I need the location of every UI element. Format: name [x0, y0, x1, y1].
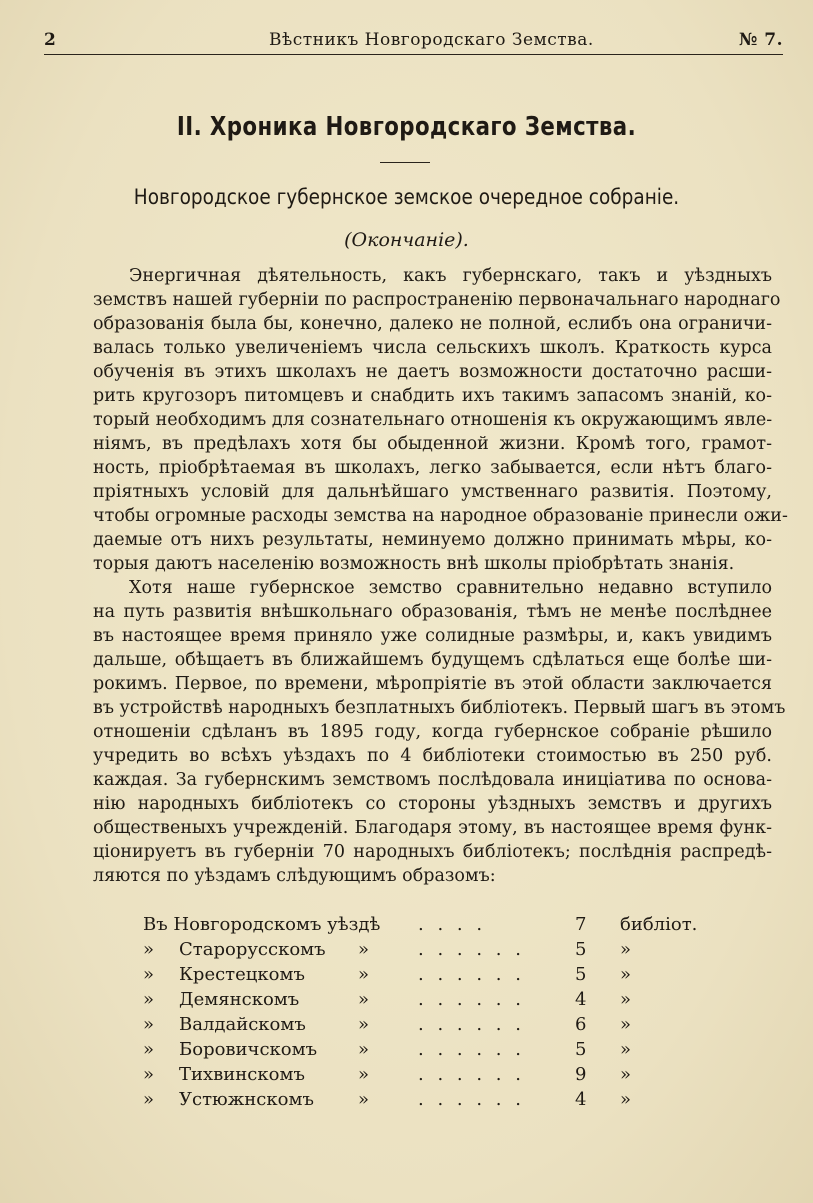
leader-dots: . . . . . . [418, 1039, 525, 1060]
text-line: въ устройствѣ народныхъ безплатныхъ библіотекъ. Первый шагъ въ этомъ [93, 698, 786, 718]
unit-label: » [620, 1039, 632, 1060]
text-line: отношеніи сдѣланъ въ 1895 году, когда губернское собраніе рѣшило [93, 722, 772, 742]
text-line: ляются по уѣздамъ слѣдующимъ образомъ: [93, 866, 496, 886]
leader-dots: . . . . . . [418, 1089, 525, 1110]
library-count: 4 [575, 1089, 587, 1110]
text-line: учредить во всѣхъ уѣздахъ по 4 библіотеки стоимостью въ 250 руб. [93, 746, 772, 766]
library-count: 5 [575, 1039, 587, 1060]
leader-dots: . . . . . . [418, 989, 525, 1010]
continuation-note: (Окончаніе). [344, 229, 469, 251]
district-name: Демянскомъ [179, 989, 300, 1010]
library-count: 6 [575, 1014, 587, 1035]
text-line: каждая. За губернскимъ земствомъ послѣдовала иниціатива по основа- [93, 770, 772, 790]
text-line: ность, пріобрѣтаемая въ школахъ, легко забывается, если нѣтъ благо- [93, 458, 772, 478]
leader-dots: . . . . . . [418, 964, 525, 985]
text-line: ніямъ, въ предѣлахъ хотя бы обыденной жизни. Кромѣ того, грамот- [93, 434, 772, 454]
library-count: 7 [575, 914, 587, 935]
text-line: чтобы огромные расходы земства на народное образованіе принесли ожи- [93, 506, 788, 526]
unit-label: библіот. [620, 914, 698, 935]
text-line: ціонируетъ въ губерніи 70 народныхъ библіотекъ; послѣднія распредѣ- [93, 842, 772, 862]
ditto-mark: » [358, 1064, 370, 1085]
text-line: валась только увеличеніемъ числа сельскихъ школъ. Краткость курса [93, 338, 772, 358]
text-line: рокимъ. Первое, по времени, мѣропріятіе въ этой области заключается [93, 674, 772, 694]
library-count: 5 [575, 964, 587, 985]
text-line: общественыхъ учрежденій. Благодаря этому, въ настоящее время функ- [93, 818, 772, 838]
table-row [143, 1064, 703, 1089]
district-name: Валдайскомъ [179, 1014, 306, 1035]
article-subtitle: Новгородское губернское земское очередное собраніе. [133, 185, 680, 209]
district-name: Боровичскомъ [179, 1039, 318, 1060]
leader-dots: . . . . . . [418, 1014, 525, 1035]
table-row [143, 1039, 703, 1064]
running-header [44, 28, 783, 56]
unit-label: » [620, 1089, 632, 1110]
issue-number: № 7. [738, 30, 783, 50]
ditto-mark: » [143, 989, 155, 1010]
unit-label: » [620, 964, 632, 985]
district-name: Крестецкомъ [179, 964, 305, 985]
ditto-mark: » [358, 989, 370, 1010]
title-divider [380, 162, 430, 163]
section-title: II. Хроника Новгородскаго Земства. [176, 112, 637, 142]
table-row [143, 939, 703, 964]
page-number: 2 [44, 30, 57, 50]
ditto-mark: » [143, 939, 155, 960]
text-line: Хотя наше губернское земство сравнительно недавно вступило [129, 578, 772, 598]
text-line: даемые отъ нихъ результаты, неминуемо должно принимать мѣры, ко- [93, 530, 772, 550]
table-row [143, 914, 703, 939]
ditto-mark: » [358, 1039, 370, 1060]
paragraph [57, 576, 786, 888]
text-line: обученія въ этихъ школахъ не даетъ возможности достаточно расши- [93, 362, 772, 382]
ditto-mark: » [358, 1014, 370, 1035]
text-line: торый необходимъ для сознательнаго отношенія къ окружающимъ явле- [93, 410, 773, 430]
unit-label: » [620, 989, 632, 1010]
ditto-mark: » [358, 964, 370, 985]
unit-label: » [620, 939, 632, 960]
ditto-mark: » [143, 1039, 155, 1060]
unit-label: » [620, 1014, 632, 1035]
text-line: нію народныхъ библіотекъ со стороны уѣздныхъ земствъ и другихъ [93, 794, 772, 814]
district-name: Тихвинскомъ [179, 1064, 305, 1085]
table-row [143, 989, 703, 1014]
table-row [143, 1089, 703, 1114]
unit-label: » [620, 1064, 632, 1085]
leader-dots: . . . . [418, 914, 487, 935]
district-name: Въ Новгородскомъ уѣздѣ [143, 914, 381, 935]
district-name: Устюжнскомъ [179, 1089, 314, 1110]
ditto-mark: » [143, 1089, 155, 1110]
text-line: образованія была бы, конечно, далеко не полной, еслибъ она ограничи- [93, 314, 772, 334]
text-line: торыя даютъ населенію возможность внѣ школы пріобрѣтать знанія. [93, 554, 735, 574]
paragraph [57, 264, 788, 576]
article-body [57, 264, 788, 888]
ditto-mark: » [358, 939, 370, 960]
text-line: пріятныхъ условій для дальнѣйшаго умственнаго развитія. Поэтому, [93, 482, 772, 502]
table-row [143, 964, 703, 989]
library-count: 5 [575, 939, 587, 960]
text-line: дальше, обѣщаетъ въ ближайшемъ будущемъ сдѣлаться еще болѣе ши- [93, 650, 772, 670]
text-line: земствъ нашей губерніи по распространенію первоначальнаго народнаго [93, 290, 781, 310]
leader-dots: . . . . . . [418, 1064, 525, 1085]
ditto-mark: » [143, 1064, 155, 1085]
leader-dots: . . . . . . [418, 939, 525, 960]
ditto-mark: » [143, 1014, 155, 1035]
library-table [143, 914, 703, 1114]
ditto-mark: » [143, 964, 155, 985]
text-line: Энергичная дѣятельность, какъ губернскаго, такъ и уѣздныхъ [129, 266, 772, 286]
text-line: въ настоящее время приняло уже солидные размѣры, и, какъ увидимъ [93, 626, 772, 646]
ditto-mark: » [358, 1089, 370, 1110]
library-count: 9 [575, 1064, 587, 1085]
text-line: на путь развитія внѣшкольнаго образованія, тѣмъ не менѣе послѣднее [93, 602, 772, 622]
library-count: 4 [575, 989, 587, 1010]
header-rule [44, 54, 783, 55]
table-row [143, 1014, 703, 1039]
journal-title: Вѣстникъ Новгородскаго Земства. [269, 30, 594, 50]
district-name: Старорусскомъ [179, 939, 326, 960]
text-line: рить кругозоръ питомцевъ и снабдить ихъ такимъ запасомъ знаній, ко- [93, 386, 772, 406]
